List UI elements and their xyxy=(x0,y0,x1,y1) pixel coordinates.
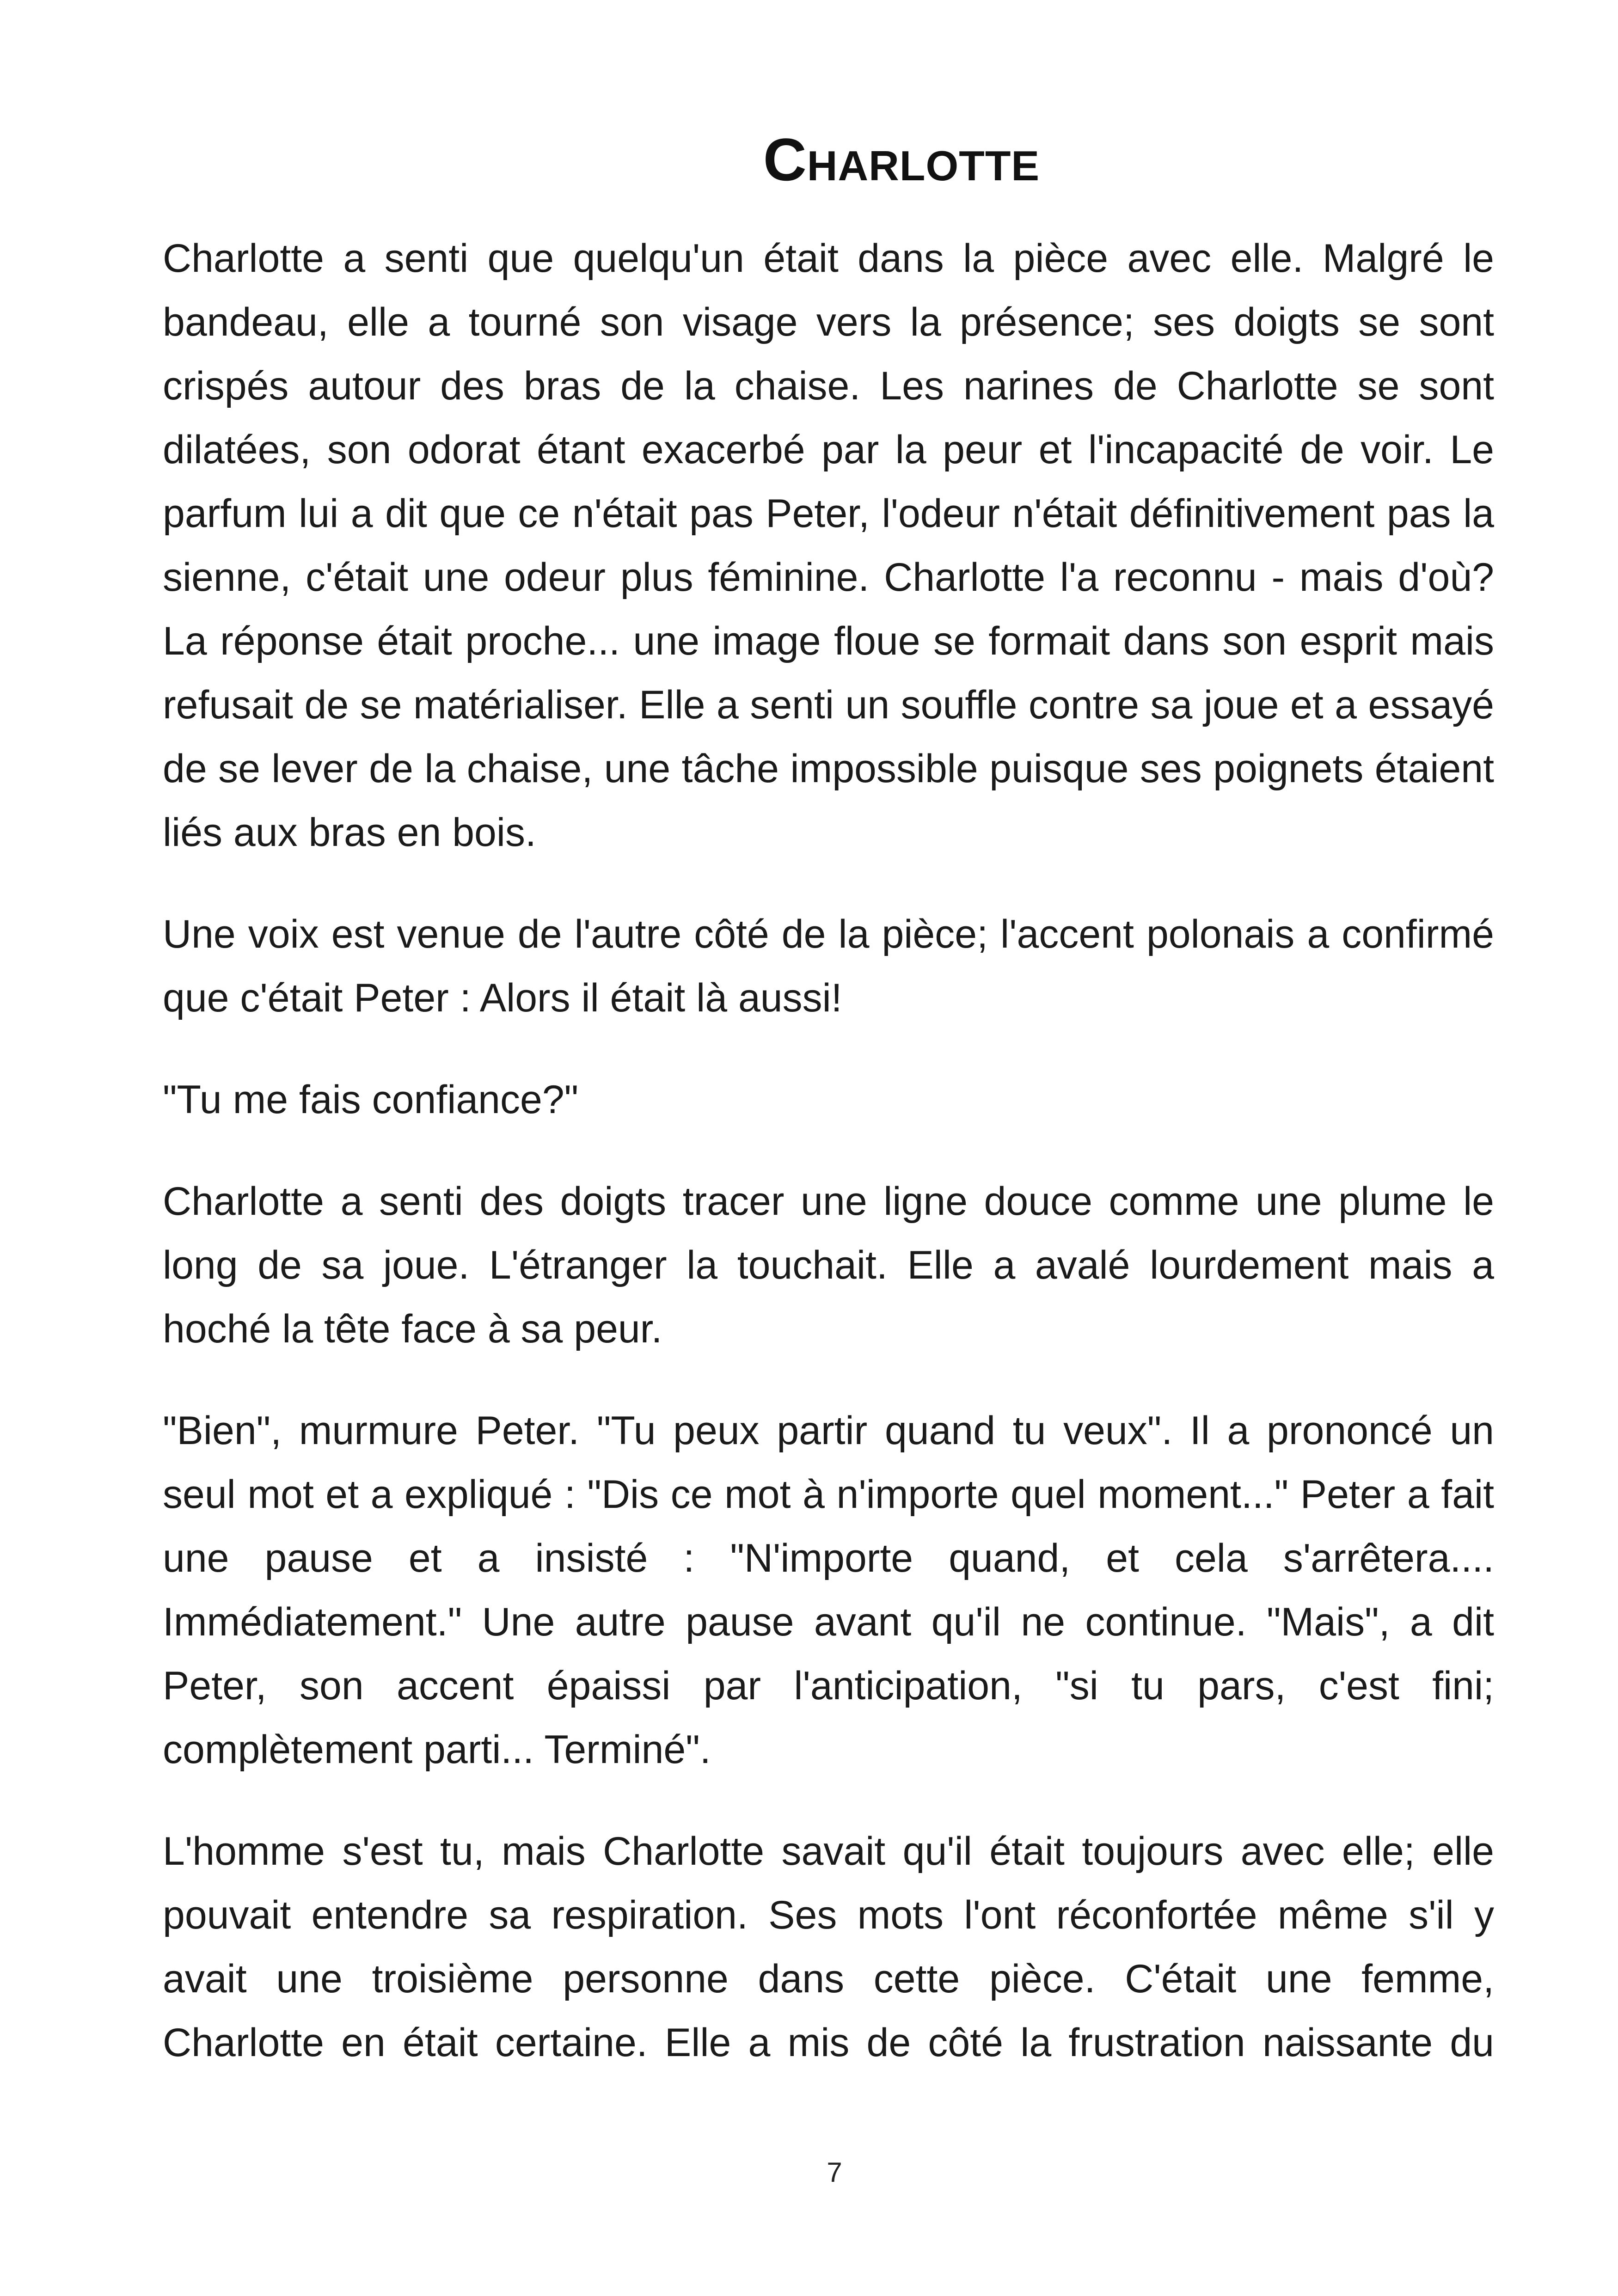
paragraph: Charlotte a senti que quelqu'un était dans la pièce avec elle. Malgré le bandeau, elle a tourné son visage vers la présence; ses doigts se sont crispés autour des bras de la chaise. Les narines de Charlotte se sont dilatées, son odorat étant exacerbé par la peur et l'incapacité de voir. Le parfum lui a dit que ce n'était pas Peter, l'odeur n'était définitivement pas la sienne, c'était une odeur plus féminine. Charlotte l'a reconnu - mais d'où? La réponse était proche... une image floue se formait dans son esprit mais refusait de se matérialiser. Elle a senti un souffle contre sa joue et a essayé de se lever de la chaise, une tâche impossible puisque ses poignets étaient liés aux bras en bois. xyxy=(163,236,1494,855)
paragraph: Charlotte a senti des doigts tracer une ligne douce comme une plume le long de sa joue. L'étranger la touchait. Elle a avalé lourdement mais a hoché la tête face à sa peur. xyxy=(163,1179,1494,1351)
paragraph: "Bien", murmure Peter. "Tu peux partir quand tu veux". Il a prononcé un seul mot et a expliqué : "Dis ce mot à n'importe quel moment..." Peter a fait une pause et a insisté : "N'importe quand, et cela s'arrêtera.... Immédiatement." Une autre pause avant qu'il ne continue. "Mais", a dit Peter, son accent épaissi par l'anticipation, "si tu pars, c'est fini; complètement parti... Terminé". xyxy=(163,1408,1494,1772)
body-text xyxy=(163,227,1494,2112)
paragraph: "Tu me fais confiance?" xyxy=(163,1078,579,1122)
chapter-title: Charlotte xyxy=(763,126,1040,193)
paragraph: Une voix est venue de l'autre côté de la pièce; l'accent polonais a confirmé que c'était Peter : Alors il était là aussi! xyxy=(163,912,1494,1020)
paragraph: L'homme s'est tu, mais Charlotte savait qu'il était toujours avec elle; elle pouvait entendre sa respiration. Ses mots l'ont réconfortée même s'il y avait une troisième personne dans cette pièce. C'était une femme, Charlotte en était certaine. Elle a mis de côté la frustration naissante du xyxy=(163,1829,1494,2065)
page-number: 7 xyxy=(827,2157,842,2188)
